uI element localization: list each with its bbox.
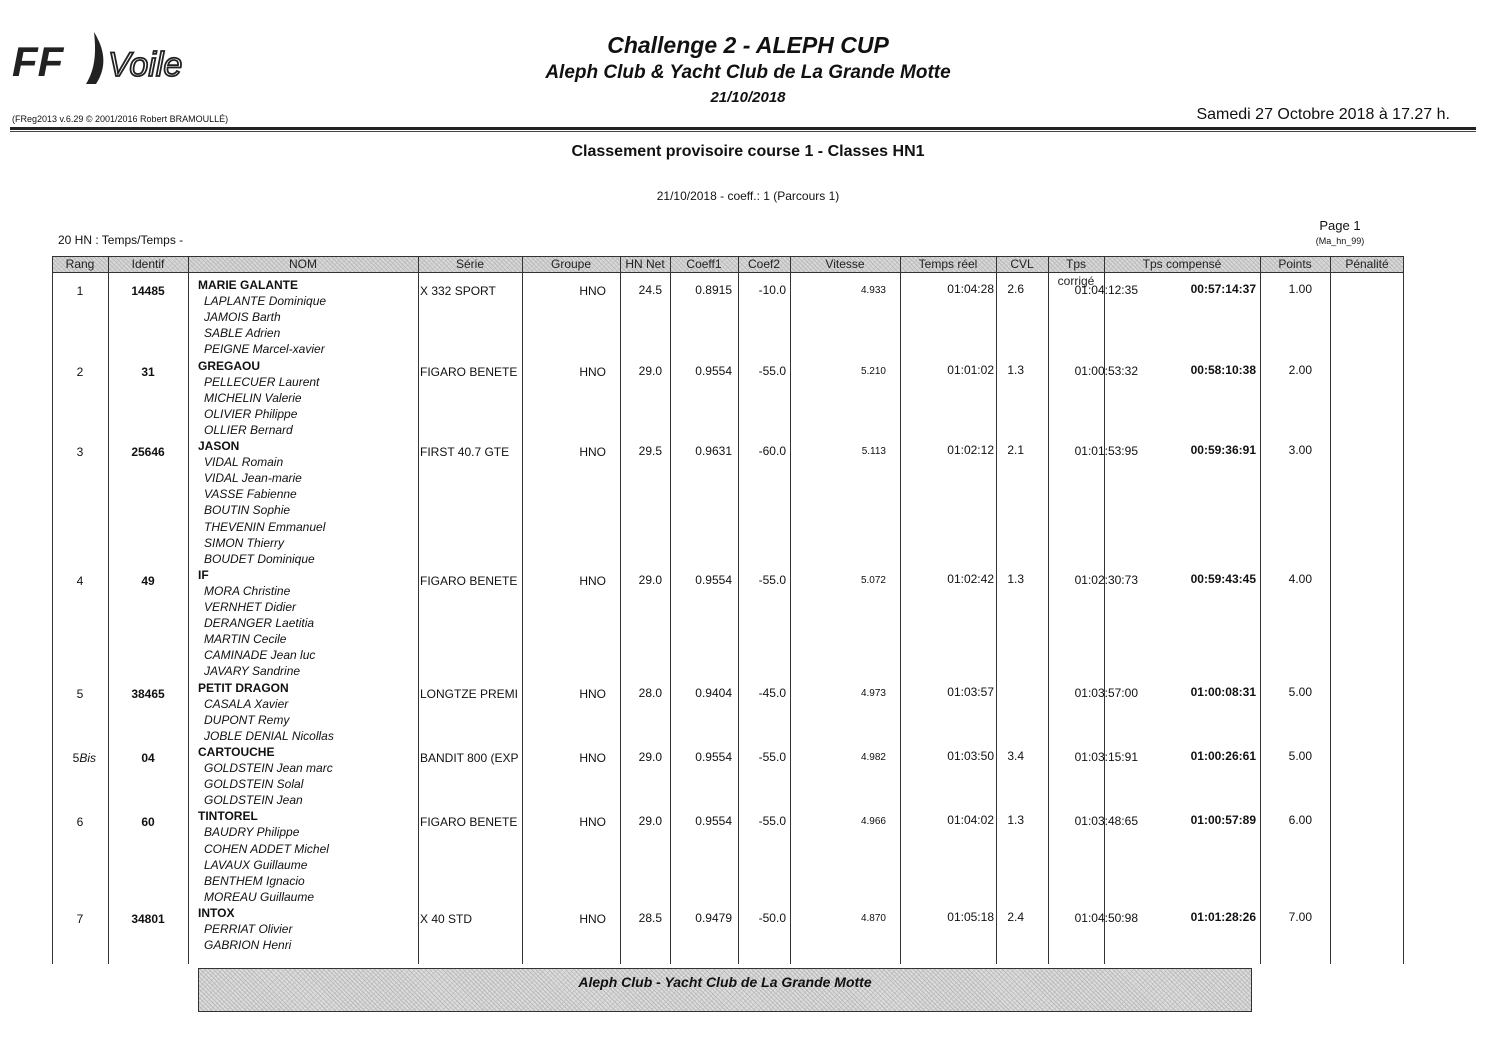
- tps-compense-cell: 00:59:36:91: [1190, 443, 1256, 457]
- coef2-cell: -45.0: [758, 685, 786, 700]
- logo-text-ff: FF: [12, 38, 64, 85]
- results-table: [52, 256, 1404, 964]
- coef1-cell: 0.8915: [695, 283, 732, 297]
- page-ref: (Ma_hn_99): [1315, 236, 1365, 246]
- rank-cell: 5: [76, 686, 84, 701]
- column-divider: [1403, 256, 1404, 964]
- cvl-cell: 3.4: [1007, 748, 1024, 763]
- ident-cell: 14485: [131, 284, 165, 298]
- groupe-cell: HNO: [579, 573, 606, 588]
- hn-cell: 29.0: [638, 749, 662, 764]
- crew-member: SABLE Adrien: [204, 326, 281, 341]
- hn-cell: 28.5: [638, 910, 662, 925]
- crew-member: COHEN ADDET Michel: [204, 841, 329, 856]
- temps-reel-cell: 01:01:02: [947, 362, 994, 377]
- boat-name: JASON: [198, 439, 240, 453]
- tps-compense-cell: 00:58:10:38: [1190, 362, 1256, 377]
- column-header: Coef2: [747, 257, 781, 271]
- groupe-cell: HNO: [579, 911, 606, 926]
- cvl-cell: 1.3: [1007, 813, 1024, 828]
- footer-banner: Aleph Club - Yacht Club de La Grande Motte: [198, 968, 1252, 1012]
- crew-member: PERRIAT Olivier: [204, 922, 293, 936]
- crew-member: VIDAL Romain: [204, 455, 284, 470]
- coef1-cell: 0.9479: [695, 910, 732, 925]
- column-divider: [52, 256, 53, 964]
- points-cell: 6.00: [1288, 813, 1312, 828]
- crew-member: GOLDSTEIN Jean: [204, 793, 303, 808]
- boat-name: IF: [198, 567, 209, 582]
- boat-name: PETIT DRAGON: [198, 680, 289, 695]
- rank-cell: 5Bis: [72, 750, 96, 765]
- points-cell: 4.00: [1288, 571, 1312, 586]
- tps-corrige-cell: 01:04:50:98: [1074, 910, 1138, 925]
- column-header: NOM: [289, 257, 317, 271]
- vitesse-cell: 4.966: [860, 816, 886, 828]
- vitesse-cell: 4.933: [860, 285, 886, 296]
- rank-cell: 1: [76, 284, 84, 298]
- cvl-cell: 1.3: [1007, 571, 1024, 586]
- temps-reel-cell: 01:02:42: [947, 571, 994, 586]
- boat-name: MARIE GALANTE: [198, 278, 298, 292]
- coef2-cell: -55.0: [758, 363, 786, 378]
- tps-corrige-cell: 01:03:48:65: [1074, 814, 1138, 829]
- event-organizers: Aleph Club & Yacht Club de La Grande Motte: [545, 62, 951, 83]
- hn-cell: 29.0: [638, 572, 662, 587]
- tps-corrige-cell: 01:02:30:73: [1074, 572, 1138, 587]
- column-header: Série: [455, 257, 484, 271]
- crew-member: BOUDET Dominique: [204, 551, 315, 566]
- column-header: Coeff1: [686, 257, 722, 271]
- points-cell: 3.00: [1288, 443, 1312, 457]
- points-cell: 5.00: [1288, 684, 1312, 699]
- serie-cell: FIGARO BENETE: [420, 815, 518, 830]
- crew-member: SIMON Thierry: [204, 535, 285, 550]
- tps-corrige-cell: 01:04:12:35: [1074, 283, 1138, 297]
- column-header: Tps compensé: [1142, 257, 1222, 271]
- crew-member: VIDAL Jean-marie: [204, 471, 302, 486]
- tps-corrige-cell: 01:03:57:00: [1074, 685, 1138, 700]
- column-divider: [790, 256, 791, 964]
- column-header: Vitesse: [825, 257, 865, 271]
- tps-corrige-cell: 01:00:53:32: [1074, 363, 1138, 378]
- crew-member: VERNHET Didier: [204, 600, 297, 614]
- serie-cell: FIGARO BENETE: [420, 573, 518, 588]
- rank-cell: 7: [76, 911, 84, 926]
- temps-reel-cell: 01:02:12: [947, 443, 994, 457]
- software-credit: (FReg2013 v.6.29 © 2001/2016 Robert BRAMOULLÉ): [12, 114, 229, 124]
- tps-compense-cell: 00:59:43:45: [1190, 571, 1256, 586]
- header-rule-thin: [10, 131, 1476, 132]
- crew-member: CAMINADE Jean luc: [204, 648, 316, 663]
- crew-member: MOREAU Guillaume: [204, 889, 315, 904]
- coef1-cell: 0.9404: [695, 685, 732, 700]
- serie-cell: LONGTZE PREMI: [420, 686, 519, 701]
- serie-cell: X 332 SPORT: [420, 284, 496, 298]
- boat-name: INTOX: [198, 905, 235, 920]
- rank-cell: 3: [76, 445, 84, 459]
- tps-compense-cell: 01:00:26:61: [1190, 748, 1256, 763]
- tps-compense-cell: 01:00:57:89: [1190, 813, 1256, 828]
- ident-cell: 34801: [131, 911, 165, 926]
- coef1-cell: 0.9554: [695, 572, 732, 587]
- groupe-cell: HNO: [579, 815, 606, 830]
- boat-name: CARTOUCHE: [198, 744, 275, 759]
- ident-cell: 38465: [131, 686, 165, 701]
- temps-reel-cell: 01:03:57: [947, 684, 994, 699]
- column-header: Temps réel: [918, 257, 978, 271]
- vitesse-cell: 5.113: [861, 446, 886, 457]
- ident-cell: 04: [141, 750, 155, 765]
- crew-member: MORA Christine: [204, 583, 291, 598]
- groupe-cell: HNO: [579, 284, 606, 298]
- column-header: Rang: [65, 257, 95, 271]
- crew-member: VASSE Fabienne: [204, 487, 297, 502]
- tps-corrige-cell: 01:01:53:95: [1074, 444, 1138, 458]
- crew-member: CASALA Xavier: [204, 696, 289, 711]
- crew-member: OLIVIER Philippe: [204, 406, 298, 421]
- rank-cell: 2: [76, 364, 84, 379]
- points-cell: 2.00: [1288, 362, 1312, 377]
- tps-compense-cell: 01:00:08:31: [1190, 684, 1256, 699]
- tps-compense-cell: 00:57:14:37: [1190, 282, 1256, 296]
- temps-reel-cell: 01:04:02: [947, 813, 994, 828]
- crew-member: BOUTIN Sophie: [204, 503, 291, 518]
- column-header: Groupe: [550, 257, 592, 271]
- cvl-cell: 1.3: [1007, 362, 1024, 377]
- crew-member: OLLIER Bernard: [204, 422, 293, 437]
- rank-cell: 4: [76, 573, 84, 588]
- hn-cell: 24.5: [638, 283, 662, 297]
- results-subtitle: Classement provisoire course 1 - Classes HN1: [571, 143, 925, 160]
- coef1-cell: 0.9554: [695, 814, 732, 829]
- crew-member: JAMOIS Barth: [204, 310, 281, 325]
- ident-cell: 31: [141, 364, 155, 379]
- crew-member: BAUDRY Philippe: [204, 825, 300, 840]
- groupe-cell: HNO: [579, 364, 606, 379]
- hn-cell: 29.0: [638, 814, 662, 829]
- crew-member: DERANGER Laetitia: [204, 616, 315, 631]
- column-header: Pénalité: [1345, 257, 1389, 271]
- column-divider: [522, 256, 523, 964]
- ident-cell: 49: [141, 573, 155, 588]
- header-rule: [10, 127, 1476, 130]
- crew-member: JAVARY Sandrine: [204, 664, 301, 679]
- crew-member: GOLDSTEIN Solal: [204, 777, 304, 792]
- serie-cell: FIRST 40.7 GTE: [420, 445, 510, 459]
- tps-corrige-cell: 01:03:15:91: [1074, 749, 1138, 764]
- tps-compense-cell: 01:01:28:26: [1190, 909, 1256, 924]
- vitesse-cell: 5.072: [860, 574, 886, 586]
- column-header: Identif: [131, 257, 165, 271]
- crew-member: MICHELIN Valerie: [204, 390, 302, 405]
- column-header: Tps corrigé: [1057, 257, 1095, 288]
- crew-member: THEVENIN Emmanuel: [204, 519, 326, 534]
- points-cell: 1.00: [1288, 282, 1312, 296]
- coef1-cell: 0.9554: [695, 363, 732, 378]
- race-info: 21/10/2018 - coeff.: 1 (Parcours 1): [656, 189, 840, 203]
- groupe-cell: HNO: [579, 686, 606, 701]
- hn-cell: 28.0: [638, 685, 662, 700]
- column-header: Points: [1278, 257, 1312, 271]
- coef2-cell: -10.0: [758, 283, 786, 297]
- crew-member: LAVAUX Guillaume: [204, 857, 308, 872]
- column-divider: [188, 256, 189, 964]
- crew-member: DUPONT Remy: [204, 712, 290, 727]
- vitesse-cell: 5.210: [860, 365, 886, 377]
- crew-member: GABRION Henri: [204, 938, 292, 953]
- hn-cell: 29.0: [638, 363, 662, 378]
- crew-member: PEIGNE Marcel-xavier: [204, 342, 325, 357]
- hn-type: 20 HN : Temps/Temps -: [58, 233, 184, 247]
- column-divider: [418, 256, 419, 964]
- page-number: Page 1: [1319, 218, 1361, 233]
- cvl-cell: 2.6: [1007, 282, 1024, 296]
- coef1-cell: 0.9554: [695, 749, 732, 764]
- crew-member: GOLDSTEIN Jean marc: [204, 761, 333, 775]
- groupe-cell: HNO: [579, 750, 606, 765]
- ident-cell: 60: [141, 815, 155, 830]
- boat-name: TINTOREL: [198, 809, 258, 824]
- coef2-cell: -50.0: [758, 910, 786, 925]
- hn-cell: 29.5: [638, 444, 662, 458]
- serie-cell: BANDIT 800 (EXP: [420, 750, 519, 765]
- temps-reel-cell: 01:03:50: [947, 748, 994, 763]
- print-date: Samedi 27 Octobre 2018 à 17.27 h.: [1196, 106, 1450, 123]
- column-header: HN Net: [625, 257, 665, 271]
- crew-member: MARTIN Cecile: [204, 632, 287, 647]
- vitesse-cell: 4.973: [860, 687, 886, 699]
- crew-member: JOBLE DENIAL Nicollas: [204, 728, 334, 743]
- serie-cell: X 40 STD: [420, 911, 473, 926]
- points-cell: 7.00: [1288, 909, 1312, 924]
- rank-cell: 6: [76, 815, 84, 830]
- cvl-cell: 2.4: [1007, 909, 1024, 924]
- temps-reel-cell: 01:05:18: [947, 909, 994, 924]
- column-header: CVL: [1010, 257, 1034, 271]
- logo-text-voile: Voile: [108, 46, 183, 84]
- groupe-cell: HNO: [579, 445, 606, 459]
- column-divider: [108, 256, 109, 964]
- crew-member: BENTHEM Ignacio: [204, 873, 305, 888]
- event-title: Challenge 2 - ALEPH CUP: [607, 32, 889, 58]
- vitesse-cell: 4.870: [860, 912, 886, 924]
- cvl-cell: 2.1: [1007, 443, 1024, 457]
- serie-cell: FIGARO BENETE: [420, 364, 518, 379]
- event-date: 21/10/2018: [710, 89, 786, 106]
- vitesse-cell: 4.982: [860, 751, 886, 763]
- crew-member: PELLECUER Laurent: [204, 374, 320, 389]
- coef1-cell: 0.9631: [695, 444, 732, 458]
- ident-cell: 25646: [131, 445, 165, 459]
- coef2-cell: -55.0: [758, 749, 786, 764]
- coef2-cell: -55.0: [758, 572, 786, 587]
- column-divider: [1330, 256, 1331, 964]
- crew-member: LAPLANTE Dominique: [204, 294, 327, 309]
- temps-reel-cell: 01:04:28: [947, 282, 994, 296]
- boat-name: GREGAOU: [198, 358, 261, 373]
- coef2-cell: -60.0: [758, 444, 786, 458]
- coef2-cell: -55.0: [758, 814, 786, 829]
- points-cell: 5.00: [1288, 748, 1312, 763]
